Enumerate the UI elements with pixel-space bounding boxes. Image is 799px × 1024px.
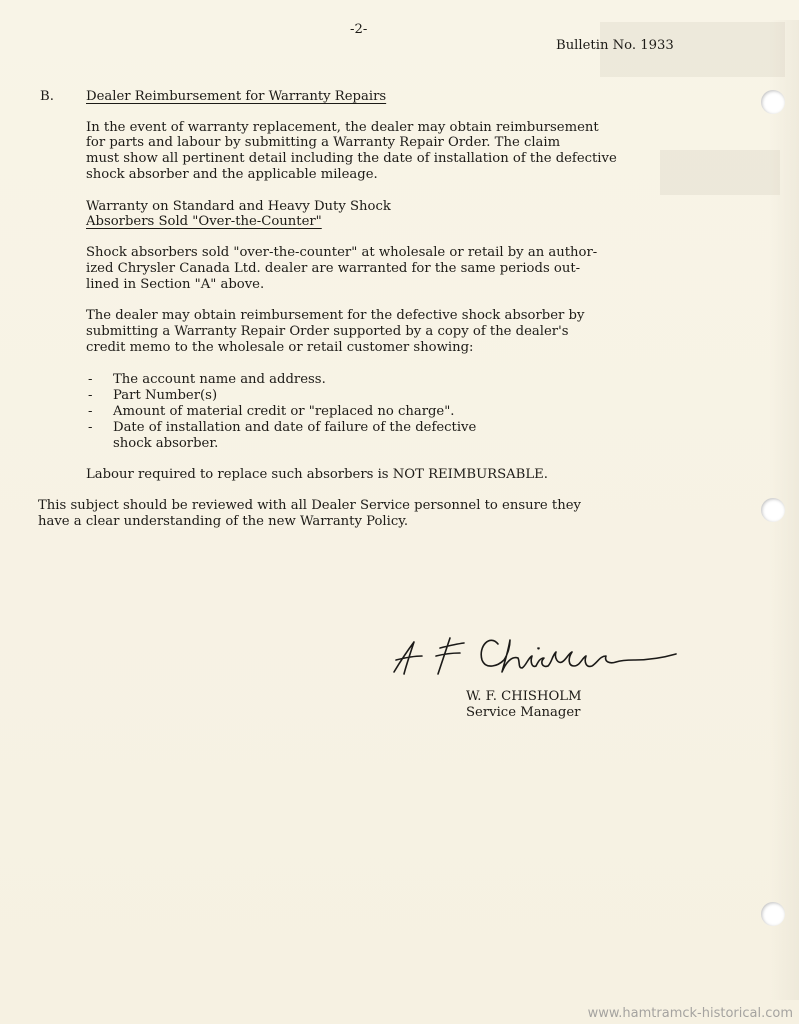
list-bullet: -: [88, 420, 93, 435]
punch-hole: [761, 498, 785, 522]
closing-line: This subject should be reviewed with all Dealer Service personnel to ensure they: [38, 498, 581, 513]
paragraph-line: The dealer may obtain reimbursement for the defective shock absorber by: [86, 308, 585, 323]
list-bullet: -: [88, 404, 93, 419]
paragraph-line: ized Chrysler Canada Ltd. dealer are warranted for the same periods out-: [86, 261, 581, 276]
paragraph-line: submitting a Warranty Repair Order supported by a copy of the dealer's: [86, 324, 569, 339]
list-item: The account name and address.: [113, 372, 326, 387]
closing-line: have a clear understanding of the new Warranty Policy.: [38, 514, 409, 529]
list-item-continuation: shock absorber.: [113, 436, 219, 451]
punch-hole: [761, 90, 785, 114]
paragraph-line: for parts and labour by submitting a Warranty Repair Order. The claim: [86, 135, 561, 150]
section-letter: B.: [40, 89, 54, 104]
paragraph-line: shock absorber and the applicable mileage.: [86, 167, 378, 182]
paragraph-line: must show all pertinent detail including the date of installation of the defective: [86, 151, 617, 166]
signatory-title: Service Manager: [466, 705, 581, 720]
bulletin-number: Bulletin No. 1933: [556, 38, 674, 53]
handwritten-signature: [386, 626, 686, 686]
signatory-name: W. F. CHISHOLM: [466, 689, 582, 704]
list-bullet: -: [88, 388, 93, 403]
paragraph-line: Shock absorbers sold "over-the-counter" at wholesale or retail by an author-: [86, 245, 598, 260]
list-item: Date of installation and date of failure of the defective: [113, 420, 477, 435]
list-bullet: -: [88, 372, 93, 387]
section-title: Dealer Reimbursement for Warranty Repairs: [86, 89, 387, 104]
paragraph-line: credit memo to the wholesale or retail customer showing:: [86, 340, 474, 355]
subheading-line: Absorbers Sold "Over-the-Counter": [86, 214, 322, 229]
paragraph-line: In the event of warranty replacement, the dealer may obtain reimbursement: [86, 120, 599, 135]
paragraph-line: lined in Section "A" above.: [86, 277, 265, 292]
punch-hole: [761, 902, 785, 926]
list-item: Amount of material credit or "replaced no charge".: [113, 404, 455, 419]
website-watermark: www.hamtramck-historical.com: [587, 1006, 793, 1021]
page-number: -2-: [350, 22, 368, 37]
labour-notice: Labour required to replace such absorbers is NOT REIMBURSABLE.: [86, 467, 548, 482]
subheading-line: Warranty on Standard and Heavy Duty Shock: [86, 199, 391, 214]
bleed-through-block: [660, 150, 780, 195]
list-item: Part Number(s): [113, 388, 218, 403]
